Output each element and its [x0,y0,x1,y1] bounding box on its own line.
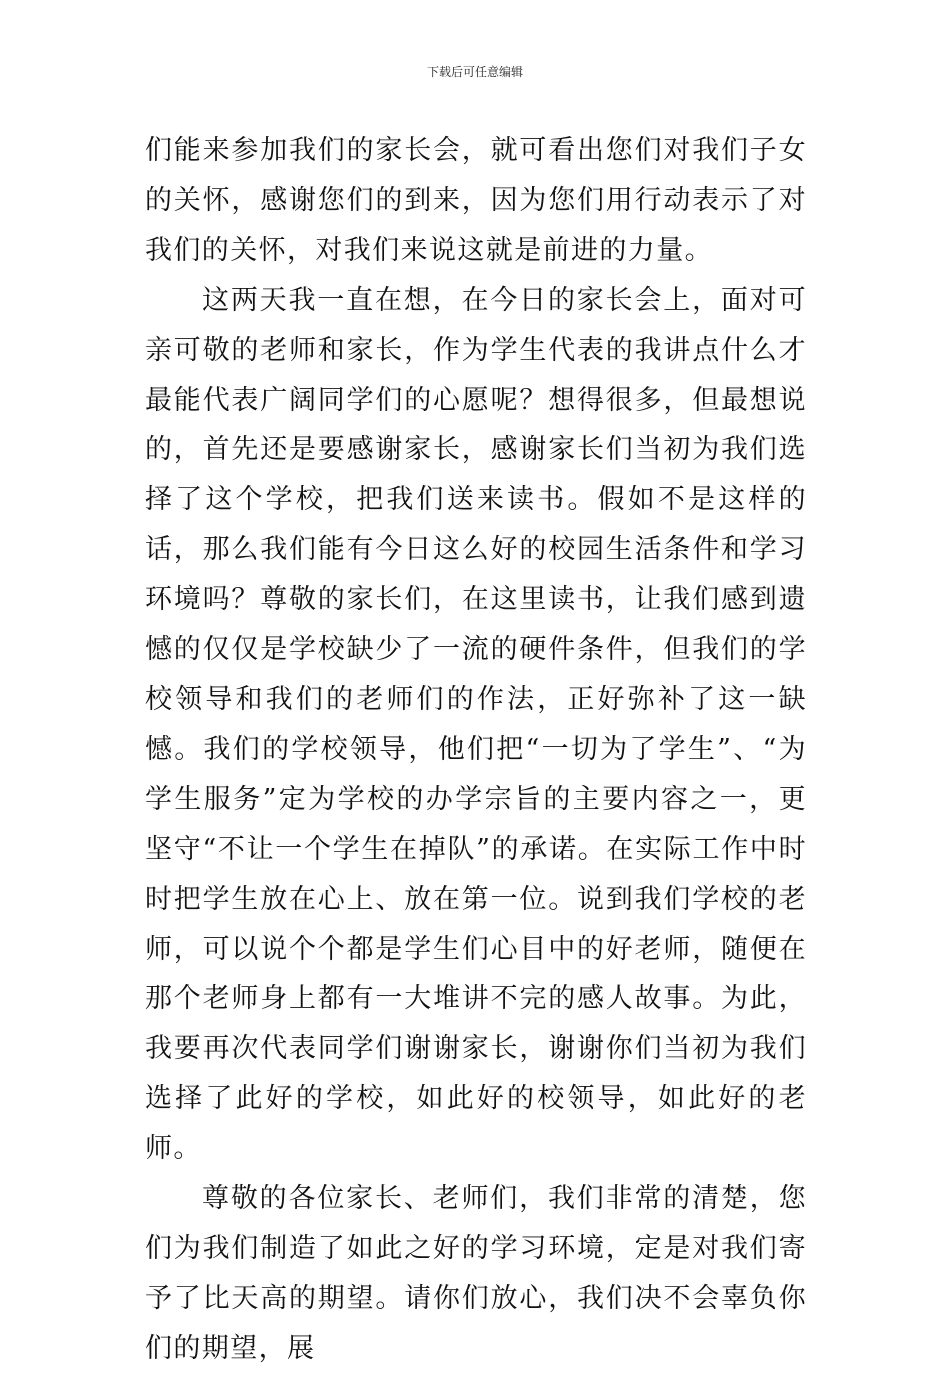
paragraph-2: 这两天我一直在想，在今日的家长会上，面对可亲可敬的老师和家长，作为学生代表的我讲点什么才最能代表广阔同学们的心愿呢？想得很多，但最想说的，首先还是要感谢家长，感谢家长们当初为我们选择了这个学校，把我们送来读书。假如不是这样的话，那么我们能有今日这么好的校园生活条件和学习环境吗？尊敬的家长们，在这里读书，让我们感到遗憾的仅仅是学校缺少了一流的硬件条件，但我们的学校领导和我们的老师们的作法，正好弥补了这一缺憾。我们的学校领导，他们把“一切为了学生”、“为学生服务”定为学校的办学宗旨的主要内容之一，更坚守“不让一个学生在掉队”的承诺。在实际工作中时时把学生放在心上、放在第一位。说到我们学校的老师，可以说个个都是学生们心目中的好老师，随便在那个老师身上都有一大堆讲不完的感人故事。为此，我要再次代表同学们谢谢家长，谢谢你们当初为我们选择了此好的学校，如此好的校领导，如此好的老师。 [145,284,807,1165]
paragraph-1: 们能来参加我们的家长会，就可看出您们对我们子女的关怀，感谢您们的到来，因为您们用行动表示了对我们的关怀，对我们来说这就是前进的力量。 [145,135,807,266]
page-header-note: 下载后可任意编辑 [426,65,523,79]
paragraph-3: 尊敬的各位家长、老师们，我们非常的清楚，您们为我们制造了如此之好的学习环境，定是对我们寄予了比天高的期望。请你们放心，我们决不会辜负你们的期望，展 [145,1183,807,1364]
body-text [145,126,807,1374]
